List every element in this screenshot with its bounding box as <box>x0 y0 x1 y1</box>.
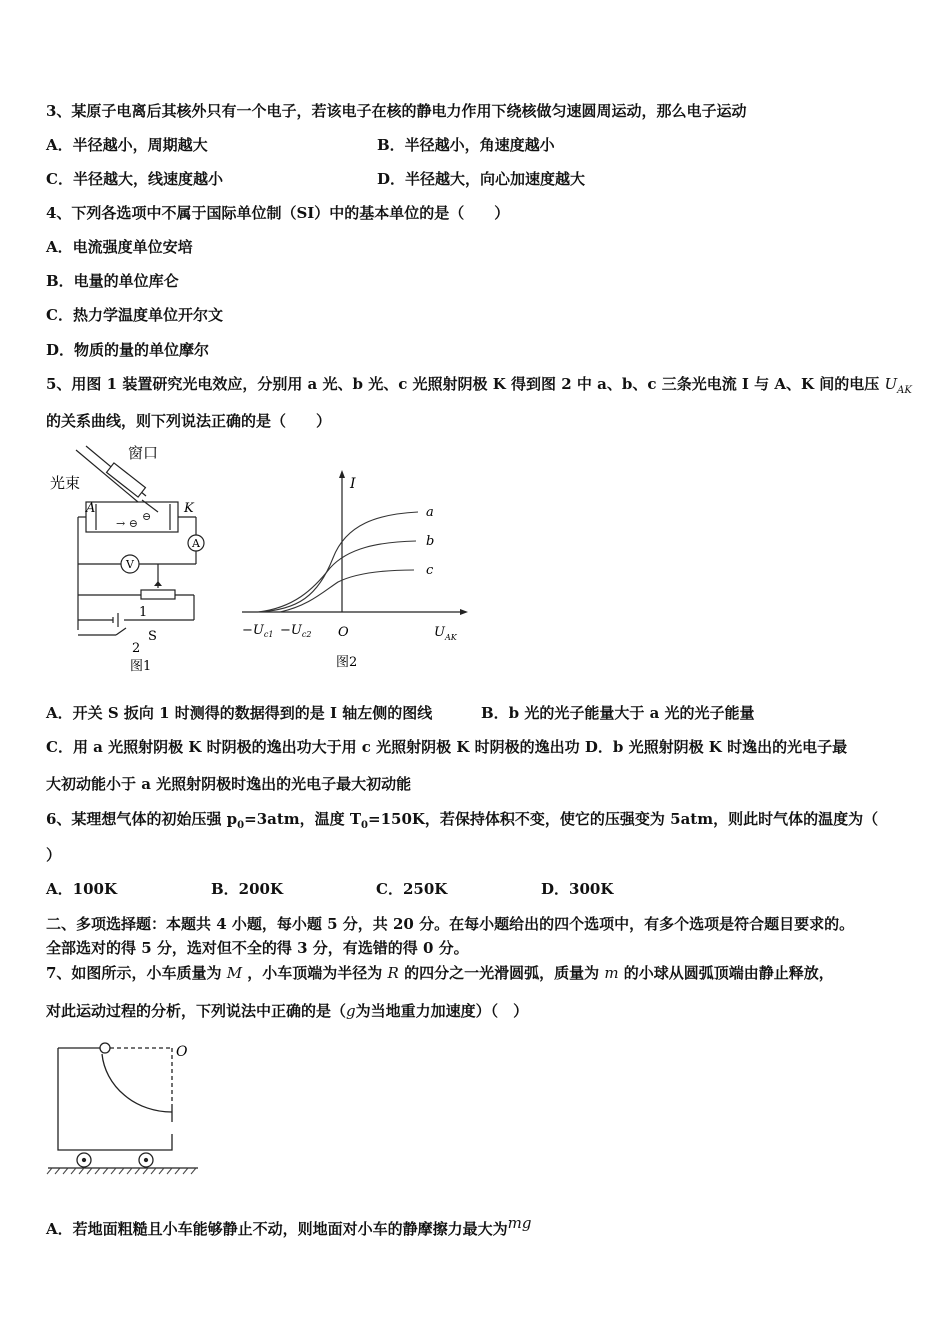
q7-option-a <box>46 1214 532 1239</box>
q6-t-sub: 0 <box>361 820 369 831</box>
q7-option-a-text: A．若地面粗糙且小车能够静止不动，则地面对小车的静摩擦力最大为 <box>46 1220 508 1238</box>
q6-stem-line2: ） <box>46 846 62 864</box>
svg-text:−Uc1 <box>242 623 273 639</box>
q3-option-d: D．半径越大，向心加速度越大 <box>377 170 586 188</box>
fig2-a-label: a <box>426 505 434 520</box>
q5-option-b: B．b 光的光子能量大于 a 光的光子能量 <box>481 704 755 722</box>
svg-text:UAK <box>434 625 458 642</box>
fig2-uc2-sub: c2 <box>301 630 312 639</box>
fig2-curve-a <box>258 512 418 612</box>
fig2-curve-c <box>280 570 414 612</box>
q4-option-a: A．电流强度单位安培 <box>46 238 193 256</box>
q5-voltage-var: U <box>884 375 898 393</box>
q3-option-b: B．半径越小，角速度越小 <box>377 136 555 154</box>
fig1-ammeter-label: A <box>192 537 200 550</box>
fig2-uak-label: U <box>434 625 445 640</box>
svg-text:→ ⊖: → ⊖ <box>116 517 138 530</box>
q4-option-c: C．热力学温度单位开尔文 <box>46 306 223 324</box>
fig2-origin-label: O <box>338 625 349 640</box>
fig2-b-label: b <box>426 534 435 549</box>
q5-option-c: C．用 a 光照射阴极 K 时阴极的逸出功大于用 c 光照射阴极 K 时阴极的逸出功 D．b 光照射阴极 K 时逸出的光电子最 <box>46 738 848 756</box>
q5-stem-line1 <box>46 374 912 401</box>
fig1-voltmeter-label: V <box>126 558 134 571</box>
fig2-uak-sub: AK <box>444 633 457 642</box>
q6-option-a: A．100K <box>46 880 117 898</box>
q7-stem-part4: 的小球从圆弧顶端由静止释放， <box>623 964 834 982</box>
fig2-caption: 图2 <box>336 655 358 670</box>
q5-figure-2 <box>238 468 470 678</box>
section2-line1: 二、多项选择题：本题共 4 小题，每小题 5 分，共 20 分。在每小题给出的四个选项中，有多个选项是符合题目要求的。 <box>46 915 855 933</box>
fig1-switch-1-label: 1 <box>139 605 148 620</box>
q7-stem-part3: 的四分之一光滑圆弧，质量为 <box>404 964 600 982</box>
q6-option-c: C．250K <box>376 880 448 898</box>
q3-stem: 3、某原子电离后其核外只有一个电子，若该电子在核的静电力作用下绕核做匀速圆周运动，那么电子运动 <box>46 102 747 120</box>
q7-stem-line1 <box>46 963 834 983</box>
q7-stem-line2a: 对此运动过程的分析，下列说法中正确的是（ <box>46 1002 347 1020</box>
fig1-switch-2-label: 2 <box>132 641 141 656</box>
q7-radius-var: R <box>387 964 399 982</box>
fig1-window-label: 窗口 <box>128 444 159 462</box>
q5-figure-1 <box>46 440 226 680</box>
q6-stem-part3: =150K，若保持体积不变，使它的压强变为 5atm，则此时气体的温度为（ <box>368 810 879 828</box>
q4-option-b: B．电量的单位库仑 <box>46 272 179 290</box>
q3-option-a: A．半径越小，周期越大 <box>46 136 208 154</box>
q6-option-b: B．200K <box>211 880 284 898</box>
fig1-switch-s-label: S <box>148 629 157 644</box>
q4-option-d: D．物质的量的单位摩尔 <box>46 341 210 359</box>
q5-option-a: A．开关 S 扳向 1 时测得的数据得到的是 I 轴左侧的图线 <box>46 704 433 722</box>
svg-text:−Uc2 <box>280 623 311 639</box>
fig1-cathode-label: K <box>184 501 194 516</box>
q6-stem-part1: 6、某理想气体的初始压强 p <box>46 810 238 828</box>
q7-mass-var: M <box>226 964 243 982</box>
fig2-uc2-label: −U <box>280 623 302 638</box>
q7-option-a-var: mg <box>507 1214 532 1232</box>
q5-stem-line2: 的关系曲线，则下列说法正确的是（ ） <box>46 412 332 430</box>
q5-stem-text: 5、用图 1 装置研究光电效应，分别用 a 光、b 光、c 光照射阴极 K 得到图 2 中 a、b、c 三条光电流 I 与 A、K 间的电压 <box>46 375 880 393</box>
fig2-i-label: I <box>350 476 356 492</box>
q5-option-d-cont: 大初动能小于 a 光照射阴极时逸出的光电子最大初动能 <box>46 775 412 793</box>
q7-figure <box>44 1038 204 1178</box>
fig1-beam-label: 光束 <box>50 474 81 492</box>
fig1-caption: 图1 <box>130 659 152 674</box>
q7-ball-mass-var: m <box>604 964 619 982</box>
fig2-uc1-sub: c1 <box>263 630 274 639</box>
q6-stem-part2: =3atm，温度 T <box>244 810 362 828</box>
q7-stem-part2: ，小车顶端为半径为 <box>247 964 383 982</box>
q7-stem-line2 <box>46 1001 528 1021</box>
q4-stem: 4、下列各选项中不属于国际单位制（SI）中的基本单位的是（ ） <box>46 204 510 222</box>
q7-stem-part1: 7、如图所示，小车质量为 <box>46 964 222 982</box>
q7-fig-o-label: O <box>176 1044 188 1060</box>
fig2-curve-b <box>258 541 416 612</box>
q6-p-sub: 0 <box>237 820 245 831</box>
fig2-c-label: c <box>426 563 434 578</box>
svg-text:⊖: ⊖ <box>142 510 152 523</box>
q7-g-var: g <box>346 1002 356 1020</box>
q7-stem-line2b: 为当地重力加速度）（ ） <box>355 1002 529 1020</box>
q3-option-c: C．半径越大，线速度越小 <box>46 170 223 188</box>
q5-voltage-sub: AK <box>897 385 912 396</box>
q6-stem-line1 <box>46 809 878 836</box>
fig2-uc1-label: −U <box>242 623 264 638</box>
section2-line2: 全部选对的得 5 分，选对但不全的得 3 分，有选错的得 0 分。 <box>46 939 469 957</box>
q6-option-d: D．300K <box>541 880 614 898</box>
fig1-anode-label: A <box>86 501 96 516</box>
